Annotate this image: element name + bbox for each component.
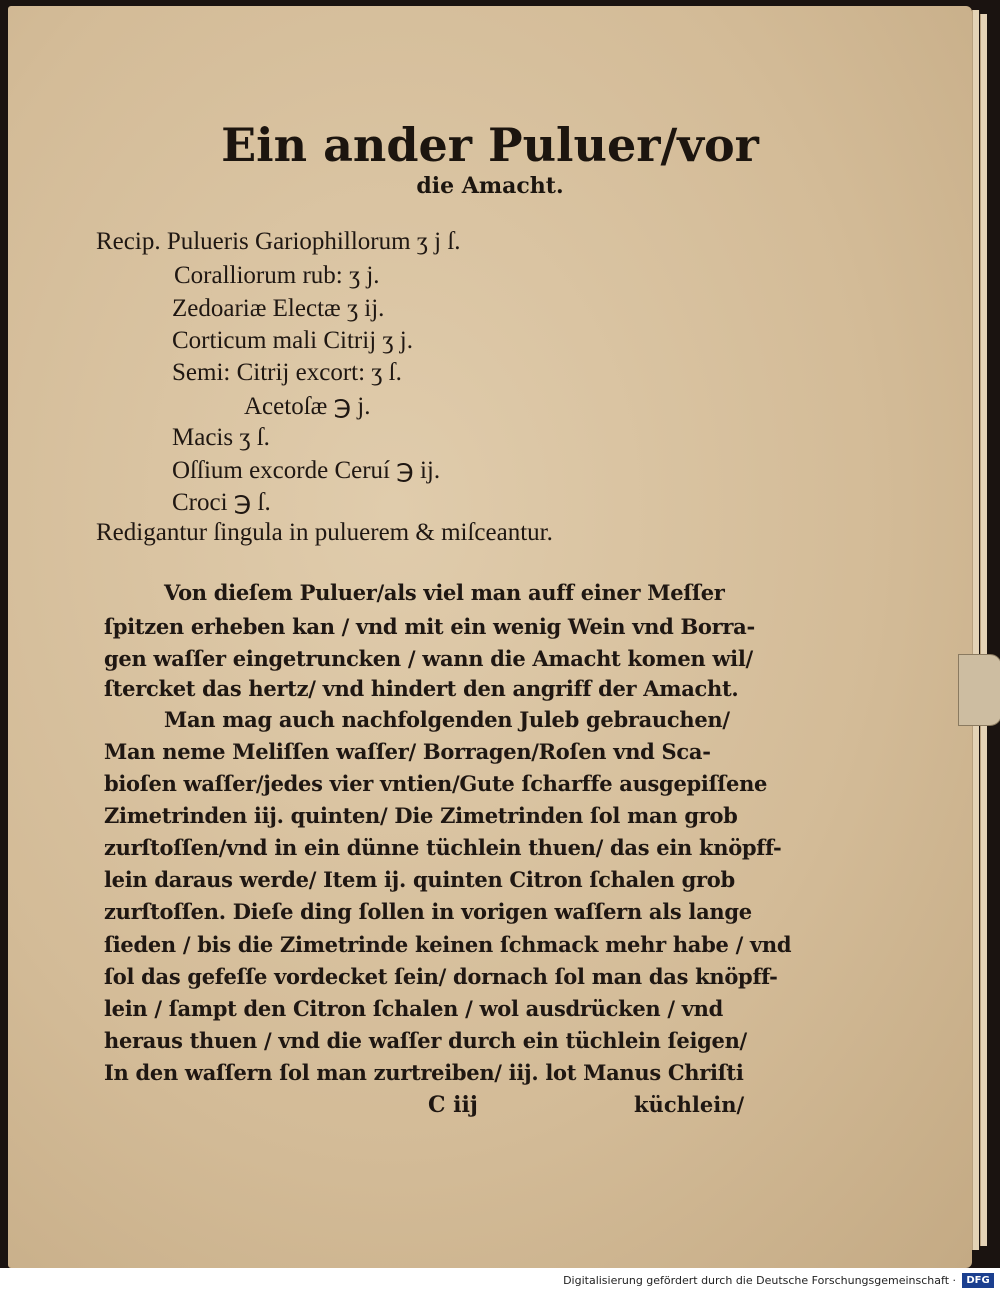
- body-line: bioſen waſſer/jedes vier vntien/Gute ſcharffe ausgepiſſene: [104, 771, 768, 796]
- body-line: Zimetrinden iij. quinten/ Die Zimetrinden ſol man grob: [104, 803, 738, 828]
- recipe-line: Redigantur ſingula in puluerem & miſceantur.: [96, 519, 553, 546]
- recipe-line: Acetoſæ ℈ j.: [244, 393, 371, 420]
- recipe-line: Corticum mali Citrij ʒ j.: [172, 327, 413, 354]
- catchword: küchlein/: [634, 1092, 745, 1117]
- body-line: ſol das gefeſſe vordecket ſein/ dornach ſol man das knöpff-: [104, 964, 778, 989]
- footer-bar: [0, 1268, 1000, 1293]
- page-title: Ein ander Puluer/vor: [221, 118, 759, 172]
- recipe-line: Recip. Pulueris Gariophillorum ʒ j ſ.: [96, 228, 461, 255]
- recipe-line: Oſſium excorde Ceruí ℈ ij.: [172, 457, 441, 484]
- body-line: Von dieſem Puluer/als viel man auff einer Meſſer: [164, 580, 725, 605]
- page-edge: [980, 14, 987, 1246]
- body-line: ſpitzen erheben kan / vnd mit ein wenig Wein vnd Borra-: [104, 614, 755, 639]
- body-line: zurſtoſſen/vnd in ein dünne tüchlein thuen/ das ein knöpff-: [104, 835, 782, 860]
- signature-mark: C iij: [428, 1092, 478, 1118]
- body-line: In den waſſern ſol man zurtreiben/ iij. lot Manus Chriſti: [104, 1060, 744, 1085]
- body-line: ſtercket das hertz/ vnd hindert den angriff der Amacht.: [104, 676, 739, 701]
- page-edge: [972, 10, 979, 1250]
- body-line: Man neme Meliſſen waſſer/ Borragen/Roſen vnd Sca-: [104, 739, 711, 764]
- dfg-logo-icon: DFG: [962, 1273, 994, 1288]
- page-subtitle: die Amacht.: [416, 173, 564, 199]
- body-line: Man mag auch nachfolgenden Juleb gebrauchen/: [164, 707, 730, 732]
- recipe-line: Zedoariæ Electæ ʒ ij.: [172, 295, 385, 322]
- recipe-line: Croci ℈ ſ.: [172, 489, 271, 516]
- recipe-line: Macis ʒ ſ.: [172, 424, 270, 451]
- book-page: [8, 6, 972, 1268]
- body-line: ſieden / bis die Zimetrinde keinen ſchmack mehr habe / vnd: [104, 932, 792, 957]
- recipe-line: Semi: Citrij excort: ʒ ſ.: [172, 359, 402, 386]
- body-line: heraus thuen / vnd die waſſer durch ein tüchlein ſeigen/: [104, 1028, 747, 1053]
- body-line: gen waſſer eingetruncken / wann die Amacht komen wil/: [104, 646, 753, 671]
- body-line: lein / ſampt den Citron ſchalen / wol ausdrücken / vnd: [104, 996, 723, 1021]
- body-line: lein daraus werde/ Item ij. quinten Citron ſchalen grob: [104, 867, 735, 892]
- body-line: zurſtoſſen. Dieſe ding ſollen in vorigen waſſern als lange: [104, 899, 752, 924]
- funding-notice: Digitalisierung gefördert durch die Deutsche Forschungsgemeinschaft ·: [563, 1274, 956, 1287]
- bookmark-tab: [958, 654, 1000, 726]
- recipe-line: Coralliorum rub: ʒ j.: [174, 262, 380, 289]
